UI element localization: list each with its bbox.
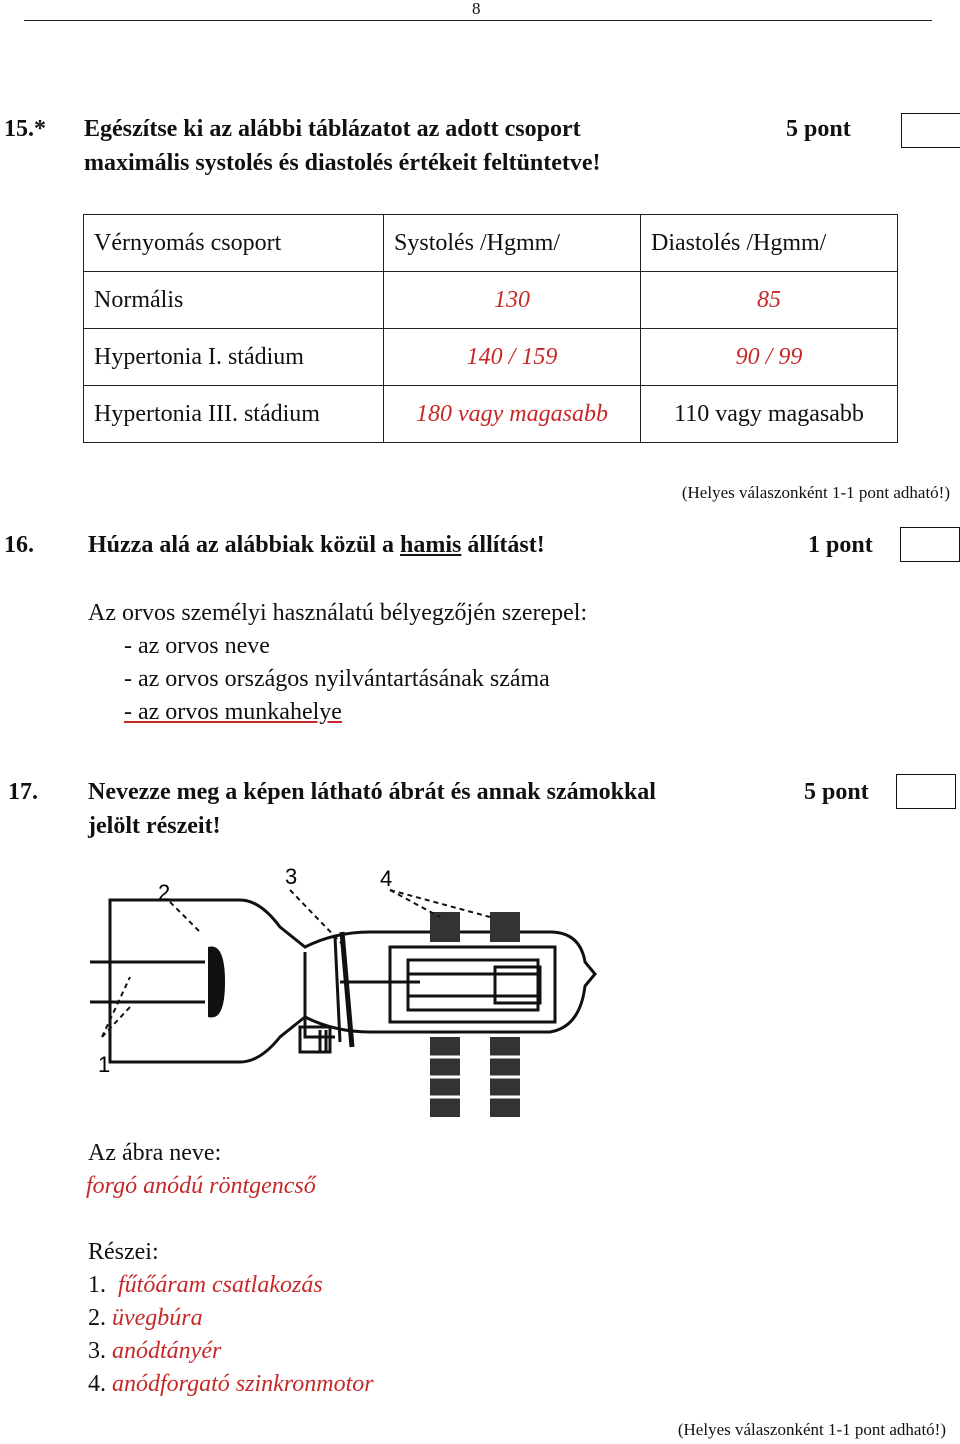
table-row xyxy=(84,329,898,386)
q17-scoring-note: (Helyes válaszonként 1-1 pont adható!) xyxy=(677,1420,946,1439)
q15-scoring-note: (Helyes válaszonként 1-1 pont adható!) xyxy=(681,483,950,502)
q16-text-underlined: hamis xyxy=(400,532,462,558)
blood-pressure-table xyxy=(83,214,898,443)
table-row xyxy=(84,386,898,443)
table-cell-systolic: 140 / 159 xyxy=(384,329,641,386)
q17-score-box[interactable] xyxy=(896,774,956,809)
q16-points: 1 pont xyxy=(808,532,873,558)
table-row xyxy=(84,272,898,329)
q16-item-underlined-text: - az orvos munkahelye xyxy=(124,699,342,725)
part-answer: fűtőáram csatlakozás xyxy=(118,1272,323,1298)
q17-text-line1: Nevezze meg a képen látható ábrát és annak számokkal xyxy=(88,779,656,805)
header-rule xyxy=(24,20,932,21)
xray-tube-figure xyxy=(90,862,610,1117)
table-cell-diastolic: 85 xyxy=(641,272,898,329)
table-header-cell: Systolés /Hgmm/ xyxy=(384,215,641,272)
q15-number: 15.* xyxy=(4,116,46,142)
q17-points: 5 pont xyxy=(804,779,869,805)
table-cell-diastolic: 90 / 99 xyxy=(641,329,898,386)
part-row xyxy=(88,1269,323,1302)
table-cell-group: Normális xyxy=(84,272,384,329)
part-number: 2. xyxy=(88,1305,106,1331)
table-cell-group: Hypertonia III. stádium xyxy=(84,386,384,443)
figure-name-answer: forgó anódú röntgencső xyxy=(86,1173,316,1199)
table-cell-systolic: 130 xyxy=(384,272,641,329)
q16-number: 16. xyxy=(4,532,34,558)
page-number: 8 xyxy=(472,0,481,18)
part-row xyxy=(88,1368,374,1401)
q15-score-box[interactable] xyxy=(901,113,960,148)
figure-label-1: 1 xyxy=(98,1052,111,1077)
table-header-cell: Vérnyomás csoport xyxy=(84,215,384,272)
table-header-cell: Diastolés /Hgmm/ xyxy=(641,215,898,272)
q17-text-line2: jelölt részeit! xyxy=(88,813,221,839)
part-number: 4. xyxy=(88,1371,106,1397)
q15-text-line2: maximális systolés és diastolés értékeit feltüntetve! xyxy=(84,150,601,176)
figure-label-4: 4 xyxy=(380,866,393,891)
part-answer: üvegbúra xyxy=(112,1305,203,1331)
q16-text-after: állítást! xyxy=(461,532,545,558)
q16-intro: Az orvos személyi használatú bélyegzőjén szerepel: xyxy=(88,600,588,626)
part-answer: anódtányér xyxy=(112,1338,222,1364)
part-number: 3. xyxy=(88,1338,106,1364)
q16-text xyxy=(88,532,545,559)
q16-item-underlined xyxy=(124,696,342,729)
q16-score-box[interactable] xyxy=(900,527,960,562)
stator-coils xyxy=(430,912,520,1117)
table-cell-group: Hypertonia I. stádium xyxy=(84,329,384,386)
cathode-cup xyxy=(208,946,225,1017)
figure-label-2: 2 xyxy=(158,880,171,905)
q16-item: - az orvos neve xyxy=(124,633,270,659)
table-header-row xyxy=(84,215,898,272)
part-number: 1. xyxy=(88,1272,106,1298)
figure-label-3: 3 xyxy=(285,864,298,889)
part-answer: anódforgató szinkronmotor xyxy=(112,1371,374,1397)
figure-name-label: Az ábra neve: xyxy=(88,1140,222,1166)
q17-number: 17. xyxy=(8,779,38,805)
parts-label: Részei: xyxy=(88,1239,159,1265)
part-row xyxy=(88,1335,221,1368)
table-cell-diastolic: 110 vagy magasabb xyxy=(641,386,898,443)
part-row xyxy=(88,1302,203,1335)
q16-text-before: Húzza alá az alábbiak közül a xyxy=(88,532,401,558)
table-cell-systolic: 180 vagy magasabb xyxy=(384,386,641,443)
q15-text-line1: Egészítse ki az alábbi táblázatot az adott csoport xyxy=(84,116,581,142)
q15-points: 5 pont xyxy=(786,116,851,142)
q16-item: - az orvos országos nyilvántartásának száma xyxy=(124,666,550,692)
